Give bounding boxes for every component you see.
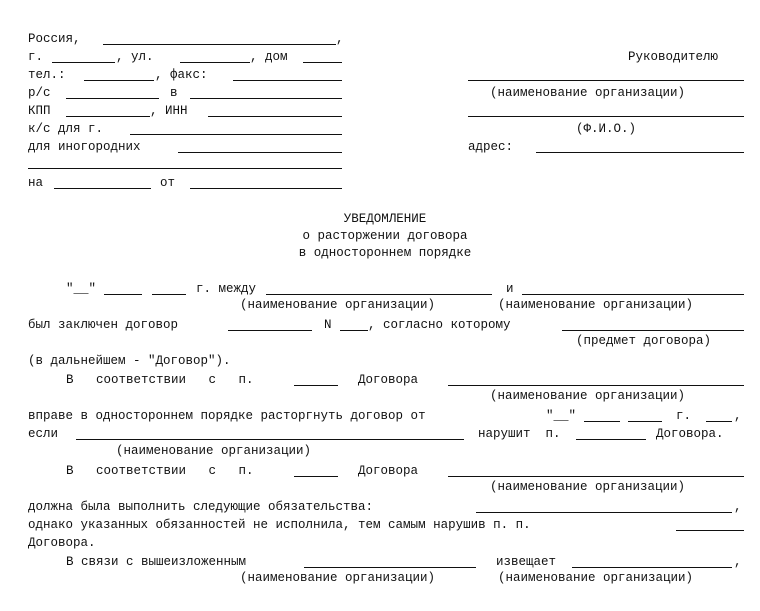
clause-line-3[interactable] [294,476,338,477]
violates-p-text: нарушит п. [478,427,561,441]
year-line-2[interactable] [706,421,732,422]
date-month-line-2[interactable] [584,421,620,422]
on-label: на [28,176,44,190]
party-a-line[interactable] [266,294,492,295]
of-contract-text-2: Договора. [656,427,724,441]
obliged-text: должна была выполнить следующие обязательства: [28,500,374,514]
fax-line[interactable] [233,80,342,81]
comma-end-2: , [734,500,742,514]
account-line[interactable] [66,98,159,99]
org-line-c[interactable] [448,385,744,386]
title-line-1: УВЕДОМЛЕНИЕ [343,212,427,226]
house-label: , дом [250,50,288,64]
org-caption-a: (наименование организации) [240,298,436,312]
subject-caption: (предмет договора) [576,334,712,348]
party-b-line[interactable] [522,294,744,295]
date-quote-2: "__" [546,409,577,423]
comma-end-3: , [734,555,742,569]
contract-end-text: Договора. [28,536,96,550]
tel-label: тел.: [28,68,66,82]
fio-caption: (Ф.И.О.) [576,122,637,136]
org-caption-d: (наименование организации) [116,444,312,458]
outgoing-number-line[interactable] [54,188,151,189]
accord-p-text-2: В соответствии с п. [66,464,254,478]
tel-line[interactable] [84,80,154,81]
title-line-3: в одностороннем порядке [298,246,472,260]
notifier-line[interactable] [304,567,476,568]
inn-line[interactable] [208,116,342,117]
concluded-text: был заключен договор [28,318,179,332]
bank-line[interactable] [190,98,342,99]
recipient-org-line[interactable] [468,80,744,81]
org-caption-e: (наименование организации) [490,480,686,494]
city-line[interactable] [52,62,115,63]
entitled-text: вправе в одностороннем порядке расторгнуть договор от [28,409,426,423]
date-year-line-2[interactable] [628,421,662,422]
bank-label: в [170,86,178,100]
contract-subject-line[interactable] [562,330,744,331]
if-word: если [28,427,59,441]
violated-clauses-line[interactable] [676,530,744,531]
recipient-fio-line[interactable] [468,116,744,117]
account-label: р/с [28,86,51,100]
address-line[interactable] [536,152,744,153]
fax-label: , факс: [155,68,208,82]
year-between-text: г. между [196,282,257,296]
violator-line[interactable] [76,439,464,440]
accord-p-text: В соответствии с п. [66,373,254,387]
of-contract-text-3: Договора [358,464,419,478]
outgoing-date-line[interactable] [190,188,342,189]
extra-line[interactable] [28,168,342,169]
obligations-line[interactable] [476,512,732,513]
house-line[interactable] [303,62,342,63]
corr-account-label: к/с для г. [28,122,104,136]
clause-line-2[interactable] [576,439,646,440]
org-line-e[interactable] [448,476,744,477]
contract-number-line[interactable] [340,330,368,331]
notifies-text: извещает [496,555,557,569]
in-connection-text: В связи с вышеизложенным [66,555,247,569]
country-line[interactable] [103,44,336,45]
inn-label: , ИНН [150,104,188,118]
from-label: от [160,176,176,190]
country-label: Россия, [28,32,81,46]
recipient-title: Руководителю [628,50,719,64]
org-caption: (наименование организации) [490,86,686,100]
and-word: и [506,282,514,296]
nonresident-label: для иногородних [28,140,141,154]
org-caption-b: (наименование организации) [498,298,694,312]
year-g-text: г. [676,409,692,423]
of-contract-text: Договора [358,373,419,387]
nonresident-line[interactable] [178,152,342,153]
kpp-line[interactable] [66,116,150,117]
corr-account-line[interactable] [130,134,342,135]
city-label: г. [28,50,44,64]
comma-end: , [734,409,742,423]
org-caption-f: (наименование организации) [240,571,436,585]
comma: , [336,32,344,46]
street-label: , ул. [116,50,154,64]
date-year-line[interactable] [152,294,186,295]
org-caption-g: (наименование организации) [498,571,694,585]
date-month-line[interactable] [104,294,142,295]
clause-line-1[interactable] [294,385,338,386]
contract-type-line[interactable] [228,330,312,331]
kpp-label: КПП [28,104,51,118]
according-text: , согласно которому [368,318,511,332]
address-label: адрес: [468,140,514,154]
number-sign: N [324,318,332,332]
street-line[interactable] [180,62,250,63]
however-text: однако указанных обязанностей не исполнила, тем самым нарушив п. п. [28,518,531,532]
org-caption-c: (наименование организации) [490,389,686,403]
date-quote: "__" [66,282,97,296]
title-line-2: о расторжении договора [302,229,468,243]
notified-line[interactable] [572,567,732,568]
hereinafter-text: (в дальнейшем - "Договор"). [28,354,231,368]
